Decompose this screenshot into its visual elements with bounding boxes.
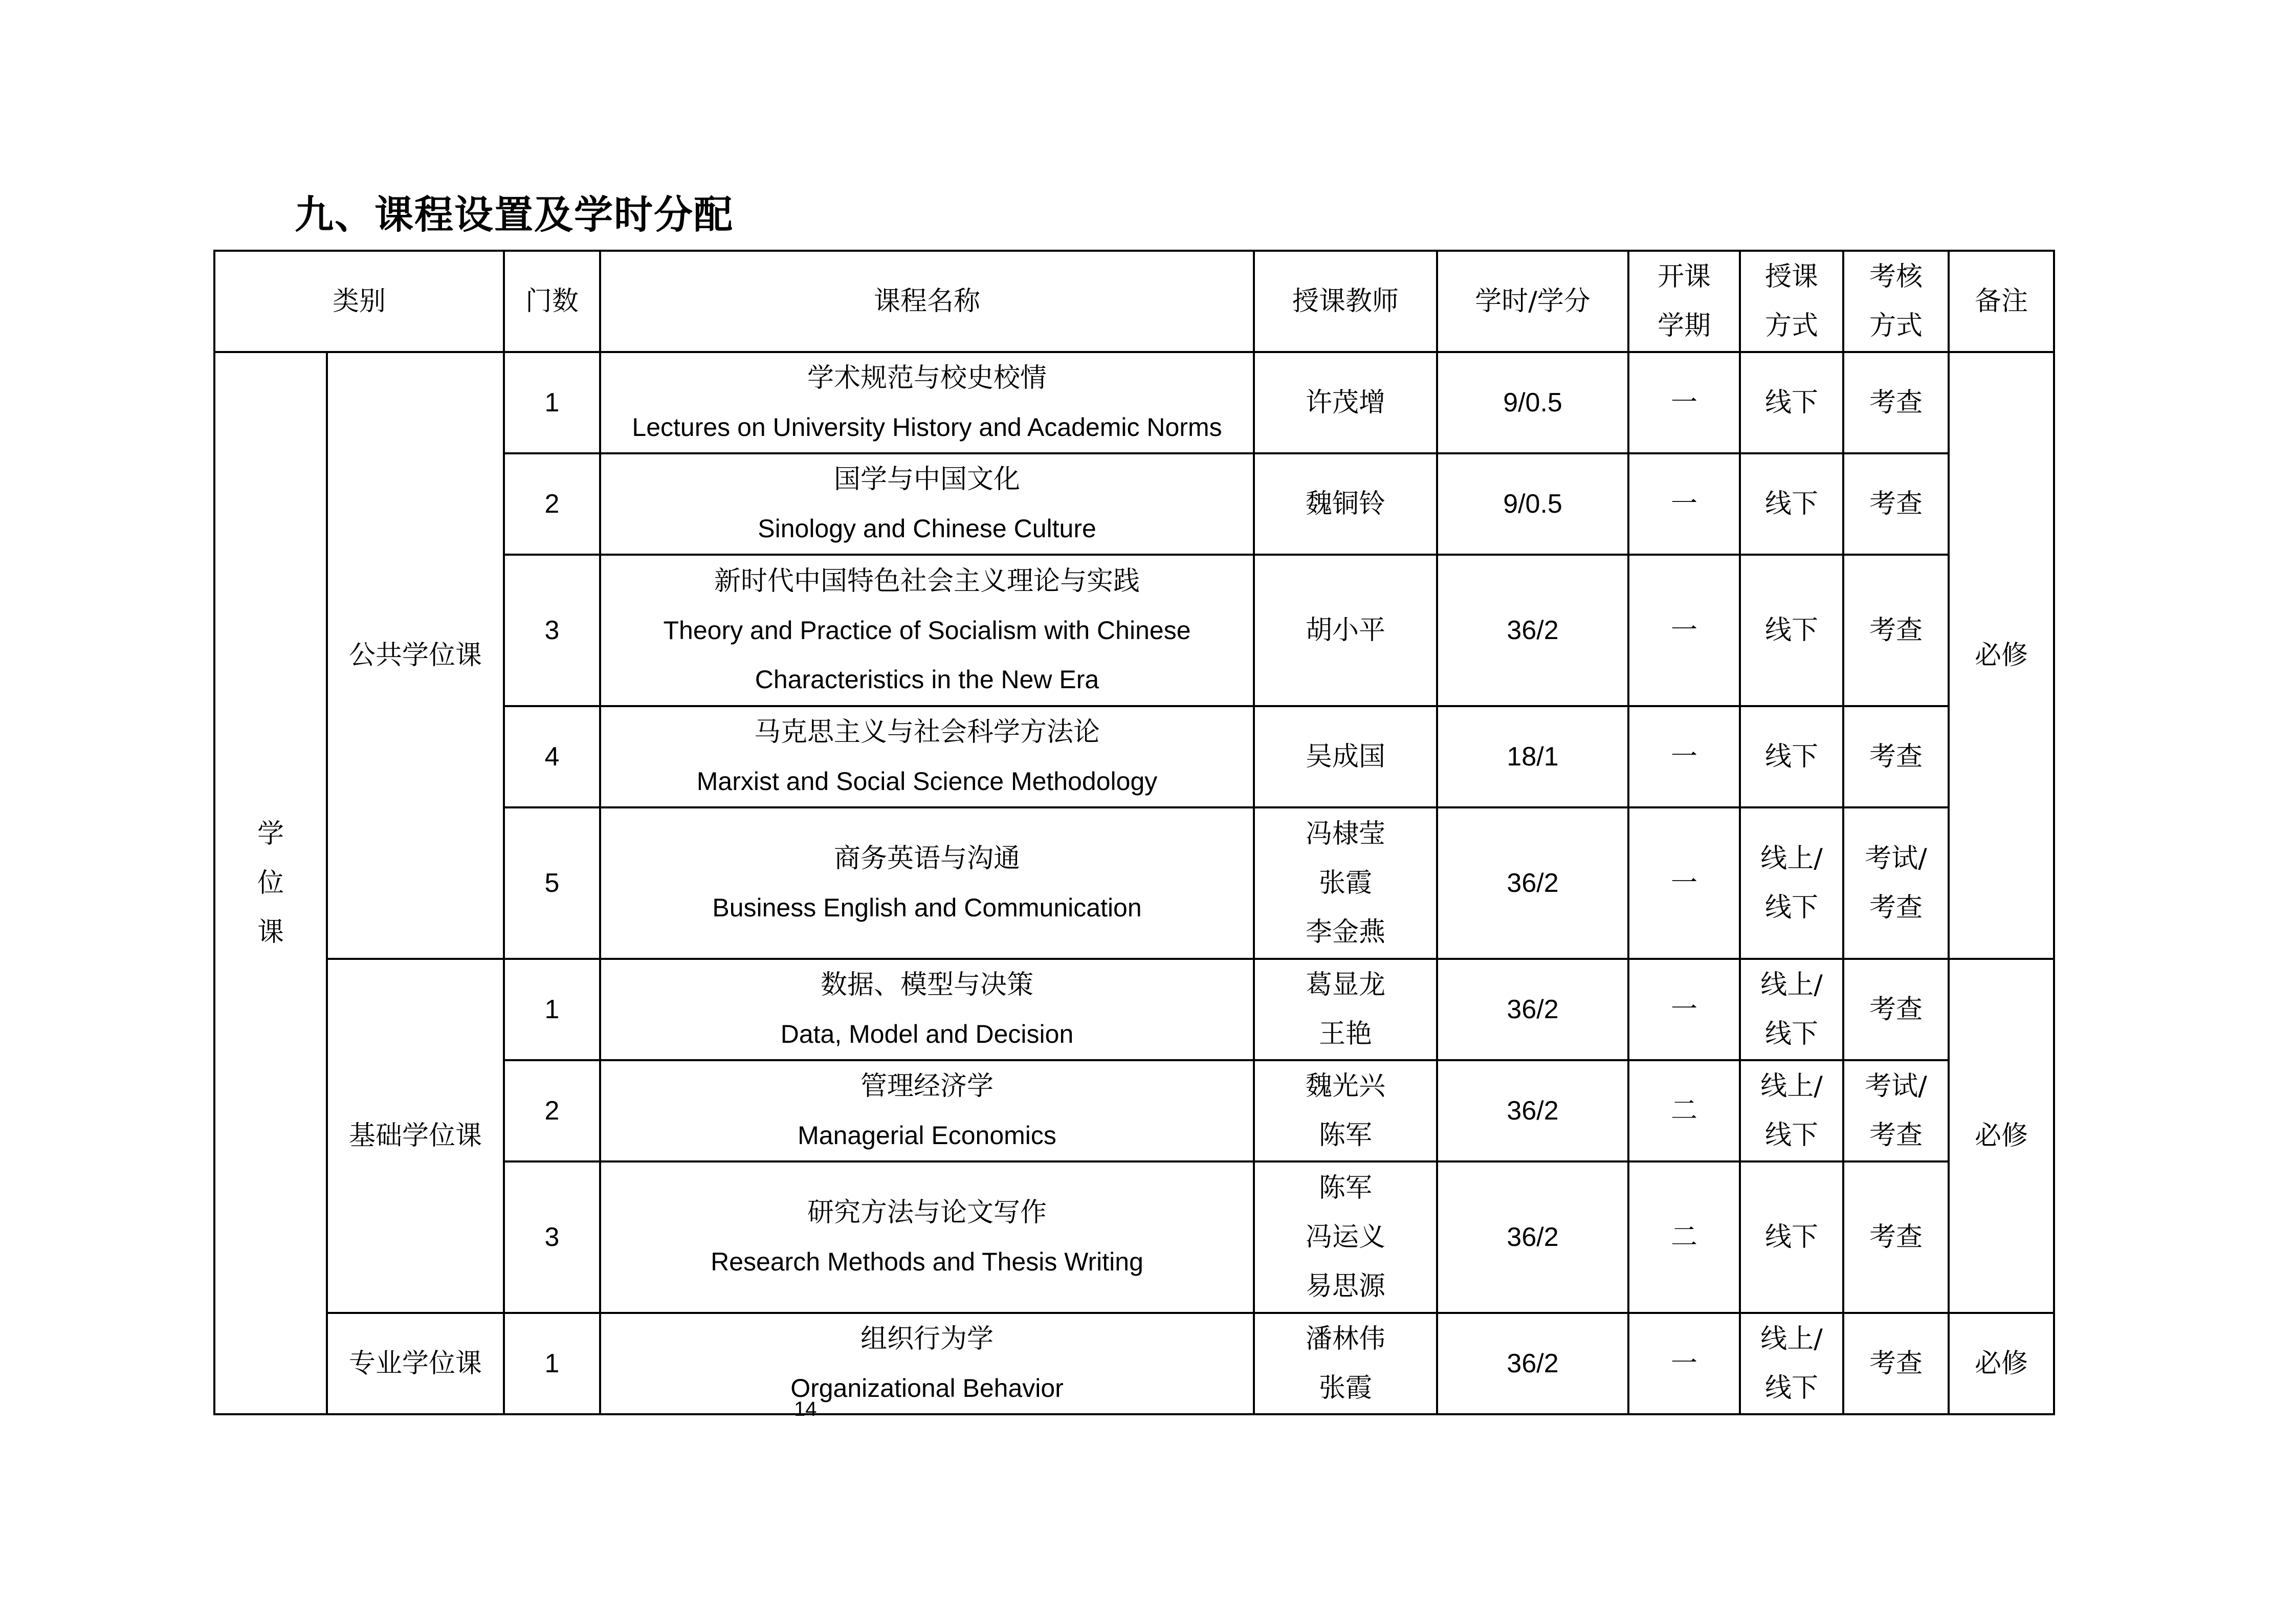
teacher-name: 魏铜铃 [1306, 489, 1386, 519]
course-assessment [1843, 1313, 1949, 1414]
category-degree-courses [214, 352, 327, 1414]
course-hours: 36/2 [1437, 555, 1628, 706]
assessment-line: 考查 [1869, 994, 1923, 1025]
page-title: 九、课程设置及学时分配 [295, 192, 734, 237]
mode-line: 线下 [1765, 1120, 1819, 1151]
course-name-en: Characteristics in the New Era [755, 665, 1099, 694]
mode-line: 线上/ [1760, 1071, 1823, 1102]
group-remark: 必修 [1949, 352, 2054, 959]
course-semester: 一 [1628, 352, 1740, 453]
course-semester: 一 [1628, 1313, 1740, 1414]
teacher-name: 冯运义 [1306, 1222, 1386, 1253]
course-name [600, 706, 1254, 807]
mode-line: 线下 [1765, 615, 1819, 646]
group-name: 专业学位课 [327, 1313, 504, 1414]
course-name-en: Managerial Economics [798, 1121, 1056, 1150]
header-count: 门数 [504, 251, 600, 352]
course-assessment [1843, 352, 1949, 453]
group-remark: 必修 [1949, 959, 2054, 1313]
teacher-name: 潘林伟 [1306, 1324, 1386, 1354]
assessment-line: 考查 [1869, 741, 1923, 772]
teacher-name: 吴成国 [1306, 741, 1386, 772]
course-name [600, 352, 1254, 453]
teacher-name: 冯棣莹 [1306, 819, 1386, 849]
category-char: 学 [257, 819, 284, 849]
course-mode [1740, 959, 1843, 1060]
assessment-line: 考查 [1869, 892, 1923, 923]
course-name-cn: 马克思主义与社会科学方法论 [754, 717, 1100, 748]
teacher-name: 张霞 [1319, 868, 1373, 898]
course-teacher [1254, 807, 1437, 959]
mode-line: 线下 [1765, 489, 1819, 519]
table-row [214, 959, 2054, 1060]
course-hours: 36/2 [1437, 959, 1628, 1060]
course-mode [1740, 706, 1843, 807]
course-teacher [1254, 959, 1437, 1060]
course-assessment [1843, 1161, 1949, 1313]
course-teacher [1254, 1161, 1437, 1313]
assessment-line: 考查 [1869, 615, 1923, 646]
course-name-en: Lectures on University History and Academic Norms [632, 413, 1222, 442]
course-name-cn: 学术规范与校史校情 [807, 363, 1047, 393]
group-name: 公共学位课 [327, 352, 504, 959]
course-teacher [1254, 1060, 1437, 1161]
course-mode [1740, 453, 1843, 555]
header-semester [1628, 251, 1740, 352]
header-assessment [1843, 251, 1949, 352]
assessment-line: 考查 [1869, 1222, 1923, 1253]
header-mode-line: 授课 [1765, 261, 1819, 292]
course-table [213, 250, 2055, 1415]
assessment-line: 考查 [1869, 387, 1923, 418]
course-mode [1740, 807, 1843, 959]
mode-line: 线下 [1765, 741, 1819, 772]
course-semester: 一 [1628, 453, 1740, 555]
course-mode [1740, 1161, 1843, 1313]
course-name-cn: 组织行为学 [860, 1324, 994, 1354]
course-teacher [1254, 453, 1437, 555]
header-semester-line: 学期 [1658, 311, 1711, 341]
course-hours: 9/0.5 [1437, 352, 1628, 453]
course-mode [1740, 555, 1843, 706]
course-assessment [1843, 959, 1949, 1060]
course-mode [1740, 1313, 1843, 1414]
course-name-en: Research Methods and Thesis Writing [711, 1247, 1143, 1276]
course-name-cn: 国学与中国文化 [834, 464, 1021, 495]
course-number: 2 [504, 1060, 600, 1161]
course-name-cn: 商务英语与沟通 [834, 843, 1021, 874]
course-number: 5 [504, 807, 600, 959]
course-semester: 二 [1628, 1161, 1740, 1313]
course-name [600, 959, 1254, 1060]
header-mode [1740, 251, 1843, 352]
assessment-line: 考查 [1869, 489, 1923, 519]
course-name [600, 1161, 1254, 1313]
course-name-cn: 研究方法与论文写作 [807, 1197, 1047, 1228]
course-assessment [1843, 555, 1949, 706]
teacher-name: 王艳 [1319, 1019, 1373, 1049]
teacher-name: 张霞 [1319, 1373, 1373, 1403]
course-assessment [1843, 807, 1949, 959]
header-course-name: 课程名称 [600, 251, 1254, 352]
course-name-cn: 管理经济学 [860, 1071, 994, 1102]
course-number: 3 [504, 1161, 600, 1313]
course-mode [1740, 1060, 1843, 1161]
course-name-cn: 数据、模型与决策 [821, 970, 1034, 1000]
course-semester: 一 [1628, 706, 1740, 807]
course-number: 1 [504, 1313, 600, 1414]
header-assessment-line: 方式 [1869, 311, 1923, 341]
category-char: 位 [257, 868, 284, 898]
course-number: 1 [504, 959, 600, 1060]
course-hours: 36/2 [1437, 1313, 1628, 1414]
header-assessment-line: 考核 [1869, 261, 1923, 292]
header-remark: 备注 [1949, 251, 2054, 352]
course-name [600, 555, 1254, 706]
header-row [214, 251, 2054, 352]
table-row [214, 1313, 2054, 1414]
course-number: 4 [504, 706, 600, 807]
header-mode-line: 方式 [1765, 311, 1819, 341]
course-number: 3 [504, 555, 600, 706]
course-teacher [1254, 555, 1437, 706]
course-teacher [1254, 706, 1437, 807]
course-hours: 9/0.5 [1437, 453, 1628, 555]
teacher-name: 魏光兴 [1306, 1071, 1386, 1102]
course-name-en: Data, Model and Decision [780, 1020, 1074, 1048]
course-name [600, 1060, 1254, 1161]
course-assessment [1843, 706, 1949, 807]
course-name-en: Sinology and Chinese Culture [758, 514, 1096, 543]
mode-line: 线下 [1765, 387, 1819, 418]
assessment-line: 考试/ [1865, 1071, 1927, 1102]
course-hours: 36/2 [1437, 807, 1628, 959]
teacher-name: 李金燕 [1306, 917, 1386, 948]
header-hours-credits: 学时/学分 [1437, 251, 1628, 352]
mode-line: 线上/ [1760, 970, 1823, 1000]
category-char: 课 [257, 917, 284, 948]
teacher-name: 陈军 [1319, 1173, 1373, 1203]
mode-line: 线下 [1765, 892, 1819, 923]
course-name [600, 807, 1254, 959]
teacher-name: 许茂增 [1306, 387, 1386, 418]
course-teacher [1254, 352, 1437, 453]
course-hours: 18/1 [1437, 706, 1628, 807]
course-semester: 二 [1628, 1060, 1740, 1161]
page-number: 14 [794, 1398, 817, 1420]
course-teacher [1254, 1313, 1437, 1414]
group-name: 基础学位课 [327, 959, 504, 1313]
course-number: 1 [504, 352, 600, 453]
group-remark: 必修 [1949, 1313, 2054, 1414]
mode-line: 线下 [1765, 1373, 1819, 1403]
course-hours: 36/2 [1437, 1161, 1628, 1313]
header-semester-line: 开课 [1658, 261, 1711, 292]
mode-line: 线下 [1765, 1019, 1819, 1049]
assessment-line: 考试/ [1865, 843, 1927, 874]
course-name [600, 1313, 1254, 1414]
teacher-name: 陈军 [1319, 1120, 1373, 1151]
mode-line: 线上/ [1760, 1324, 1823, 1354]
course-number: 2 [504, 453, 600, 555]
course-name-en: Business English and Communication [712, 893, 1142, 922]
course-semester: 一 [1628, 959, 1740, 1060]
course-semester: 一 [1628, 807, 1740, 959]
teacher-name: 葛显龙 [1306, 970, 1386, 1000]
mode-line: 线下 [1765, 1222, 1819, 1253]
table-row [214, 352, 2054, 453]
course-assessment [1843, 453, 1949, 555]
assessment-line: 考查 [1869, 1120, 1923, 1151]
course-semester: 一 [1628, 555, 1740, 706]
mode-line: 线上/ [1760, 843, 1823, 874]
teacher-name: 胡小平 [1306, 615, 1386, 646]
course-name-en: Organizational Behavior [790, 1374, 1064, 1402]
header-category: 类别 [214, 251, 504, 352]
course-name-cn: 新时代中国特色社会主义理论与实践 [714, 566, 1140, 597]
course-name-en: Marxist and Social Science Methodology [696, 767, 1158, 796]
course-hours: 36/2 [1437, 1060, 1628, 1161]
assessment-line: 考查 [1869, 1348, 1923, 1379]
teacher-name: 易思源 [1306, 1271, 1386, 1302]
course-assessment [1843, 1060, 1949, 1161]
course-name [600, 453, 1254, 555]
header-teacher: 授课教师 [1254, 251, 1437, 352]
course-name-en: Theory and Practice of Socialism with Chinese [663, 616, 1191, 645]
course-mode [1740, 352, 1843, 453]
